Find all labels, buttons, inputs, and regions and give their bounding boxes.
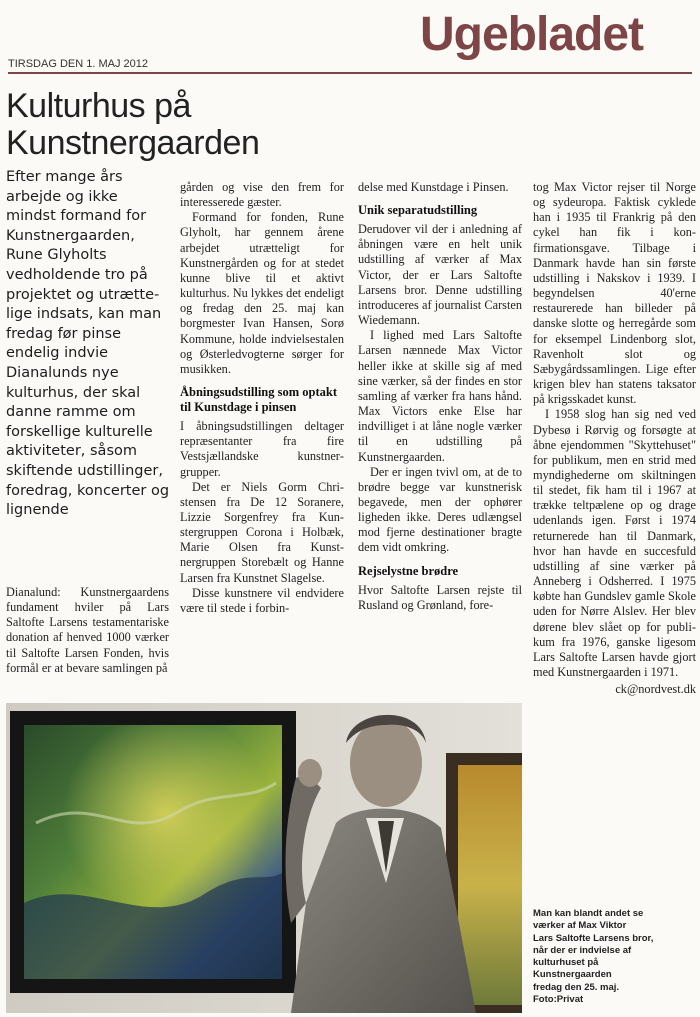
photo-illustration	[6, 703, 522, 1013]
paragraph: Dianalund: Kunstnergaardens fundament hviler på Lars Saltofte Larsens testamentariske donation af henved 1000 værker til Saltofte Larsen Fonden, hvis formål er at bevare samlingen på	[6, 585, 169, 675]
dateline: TIRSDAG DEN 1. MAJ 2012	[8, 58, 148, 70]
paragraph: delse med Kunstdage i Pinsen.	[358, 180, 509, 194]
headline-line: Kulturhus på	[6, 87, 191, 125]
paragraph: Disse kunstnere vil endvidere være til stede i forbin-	[180, 585, 344, 615]
photo-caption	[533, 908, 693, 1006]
masthead-rule	[8, 72, 692, 74]
paragraph: Det er Niels Gorm Christensen fra De 12 Soranere, Lizzie Sorgenfrey fra Kunstergruppen Corona i Holbæk, Marie Olsen fra Kunstnergruppen Storebælt og Hanne Larsen fra Kunstnet Slagelse.	[180, 479, 344, 585]
caption-line: værker af Max Viktor	[533, 920, 627, 932]
subheading: Åbningsudstilling som optakt til Kunstdage i pinsen	[180, 385, 338, 415]
subheading: Unik separatudstilling	[358, 203, 478, 218]
paragraph: I lighed med Lars Saltofte Larsen nænnede Max Victor heller ikke at skille sig af med sine værker, så der findes en stor samling af værker fra hans hånd. Max Victors enke Else har indvilliget i at låne nogle værker til en udstilling på Kunstnergaarden.	[358, 328, 522, 464]
caption-line: Man kan blandt andet se	[533, 908, 644, 919]
article-column-3	[358, 180, 522, 613]
paragraph: Hvor Saltofte Larsen rejste til Rusland og Grønland, fore-	[358, 582, 522, 612]
caption-line: Foto:Privat	[533, 994, 584, 1006]
headline-line: Kunstnergaarden	[6, 124, 260, 162]
paragraph: tog Max Victor rejser til Norge og sydeuropa. Faktisk cyklede han i 1935 til Frankrig på den cykel han fik i konfirmationsgave. Tilbage i Danmark havde han sin første udstilling i Nakskov i 1939. I begyndelsen 40'erne restaurerede han billeder på danske slotte og herregårde som for eksempel Lindenborg slot, Ravenholt slot og Sæbygårdssamlingen. Lige efter krigen blev han statens taksator på krigsskadet kunst.	[533, 180, 696, 407]
lead-paragraph: Efter mange års arbejde og ikke mindst formand for Kunstnergaarden, Rune Glyholts vedholdende tro på projektet og utrættelige indsats, kan man fredag før pinse endelig indvie Dianalunds nye kulturhus, der skal danne ramme om forskellige kulturelle aktiviteter, såsom skiftende udstillinger, foredrag, koncerter og lignende	[6, 169, 170, 519]
author-email: ck@nordvest.dk	[615, 682, 696, 697]
paragraph: I 1958 slog han sig ned ved Dybesø i Rørvig og forsøgte at åbne ejendommen "Skyttehuset" for publikum, men en strid med myndighederne om skiltningen til stedet, fik ham til i 1967 at trække teltpælene op og drage udenlands igen. Først i 1974 returnerede han til Danmark, hvor han havde en succesfuld udstilling af sine værker på Anneberg i Odsherred. I 1975 købte han Gundslev gamle Skole uden for Nørre Alslev. Her blev dørene blev slået op for publikum fra 1976, ganske ligesom Lars Saltofte Larsen havde gjort med Kunstnergaarden i 1971.	[533, 407, 696, 679]
paragraph: Formand for fonden, Rune Glyholt, har gennem årene arbejdet utrætteligt for Kunstnergården og for at stedet kunne blive til et aktivt kulturhus. Nu lykkes det endeligt og fredag den 25. maj kan borgmester Ivan Hansen, Sorø Kommune, holde indvielsestalen og Østerledvogterne sørger for musikken.	[180, 210, 344, 376]
masthead: Ugebladet	[420, 8, 644, 61]
caption-line: Kunstnergaarden	[533, 969, 612, 981]
article-column-4	[533, 180, 696, 697]
paragraph: Der er ingen tvivl om, at de to brødre begge var kunstnerisk begavede, men der ophører ligheden ikke. Deres udlængsel mod fjerne destinationer bragte dem vidt omkring.	[358, 464, 522, 555]
caption-line: fredag den 25. maj.	[533, 981, 620, 993]
article-column-1	[6, 585, 169, 676]
headline	[6, 88, 406, 162]
caption-line: når der er indvielse af	[533, 944, 632, 956]
paragraph: gården og vise den frem for interesserede gæster.	[180, 180, 344, 210]
paragraph: Derudover vil der i anledning af åbningen være en helt unik udstilling af værker af Max Victor, der er Lars Saltofte Larsens bror. Denne udstilling introduceres af journalist Carsten Wiedemann.	[358, 222, 522, 328]
article-photo	[6, 703, 522, 1013]
article-column-2	[180, 180, 344, 616]
subheading: Rejselystne brødre	[358, 563, 459, 578]
caption-line: kulturhuset på	[533, 957, 599, 969]
paragraph: I åbningsudstillingen deltager repræsentanter fra fire Vestsjællandske kunstnergrupper.	[180, 419, 344, 479]
caption-line: Lars Saltofte Larsens bror,	[533, 932, 654, 944]
